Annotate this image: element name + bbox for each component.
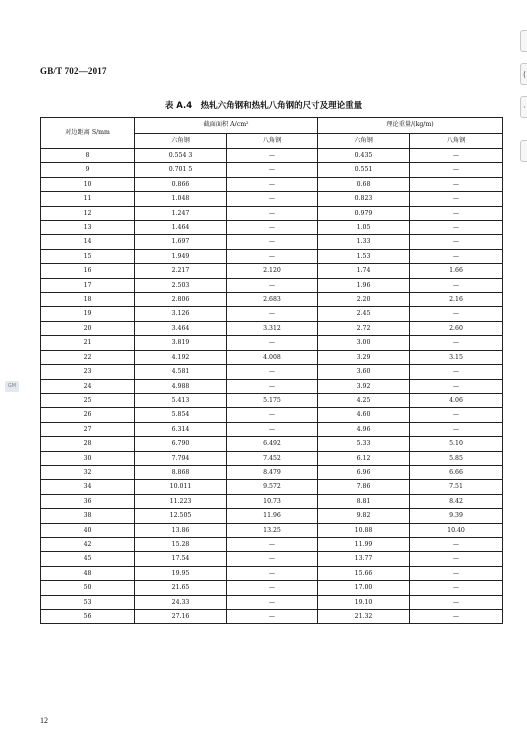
cell-area-hex: 5.854 xyxy=(135,408,227,422)
cell-weight-hex: 6.96 xyxy=(318,465,410,479)
cell-area-hex: 21.65 xyxy=(135,581,227,595)
cell-area-hex: 3.464 xyxy=(135,321,227,335)
cell-weight-oct: — xyxy=(410,235,503,249)
cell-weight-hex: 3.60 xyxy=(318,365,410,379)
cell-weight-hex: 10.88 xyxy=(318,523,410,537)
cell-distance: 11 xyxy=(41,192,135,206)
cell-weight-oct: 6.66 xyxy=(410,465,503,479)
cell-area-hex: 2.217 xyxy=(135,264,227,278)
cell-distance: 17 xyxy=(41,278,135,292)
cell-weight-hex: 8.81 xyxy=(318,494,410,508)
cell-distance: 8 xyxy=(41,149,135,163)
cell-weight-hex: 1.74 xyxy=(318,264,410,278)
table-row xyxy=(41,278,503,292)
cell-weight-oct: 2.60 xyxy=(410,321,503,335)
table-row xyxy=(41,149,503,163)
cell-distance: 48 xyxy=(41,566,135,580)
cell-distance: 25 xyxy=(41,393,135,407)
cell-weight-oct: 2.16 xyxy=(410,293,503,307)
cell-area-oct: 8.479 xyxy=(227,465,318,479)
cell-weight-hex: 3.00 xyxy=(318,336,410,350)
table-row xyxy=(41,221,503,235)
header-area-hex: 六角钢 xyxy=(135,133,227,149)
cell-weight-oct: 3.15 xyxy=(410,350,503,364)
cell-area-hex: 7.794 xyxy=(135,451,227,465)
cell-area-oct: 2.683 xyxy=(227,293,318,307)
cell-area-oct: — xyxy=(227,149,318,163)
cell-area-hex: 17.54 xyxy=(135,552,227,566)
cell-weight-oct: — xyxy=(410,163,503,177)
cell-area-hex: 0.554 3 xyxy=(135,149,227,163)
cell-weight-oct: — xyxy=(410,379,503,393)
cell-weight-oct: — xyxy=(410,595,503,609)
cell-area-hex: 4.988 xyxy=(135,379,227,393)
cell-weight-oct: 8.42 xyxy=(410,494,503,508)
cell-area-oct: — xyxy=(227,379,318,393)
cell-area-oct: — xyxy=(227,307,318,321)
cell-distance: 38 xyxy=(41,509,135,523)
cell-area-hex: 4.581 xyxy=(135,365,227,379)
cell-weight-oct: — xyxy=(410,581,503,595)
table-row xyxy=(41,264,503,278)
table-row xyxy=(41,566,503,580)
table-row xyxy=(41,552,503,566)
cell-distance: 42 xyxy=(41,537,135,551)
cell-area-oct: — xyxy=(227,278,318,292)
cell-weight-hex: 4.60 xyxy=(318,408,410,422)
edge-widget-4[interactable] xyxy=(520,140,527,162)
table-row xyxy=(41,293,503,307)
cell-distance: 40 xyxy=(41,523,135,537)
table-row xyxy=(41,595,503,609)
table-row xyxy=(41,494,503,508)
cell-weight-oct: — xyxy=(410,408,503,422)
cell-weight-hex: 1.33 xyxy=(318,235,410,249)
cell-area-oct: — xyxy=(227,408,318,422)
edge-widget-2[interactable]: ( xyxy=(520,63,527,85)
cell-area-oct: — xyxy=(227,610,318,624)
cell-weight-hex: 4.96 xyxy=(318,422,410,436)
cell-area-hex: 5.413 xyxy=(135,393,227,407)
cell-area-oct: — xyxy=(227,177,318,191)
cell-distance: 13 xyxy=(41,221,135,235)
cell-weight-oct: — xyxy=(410,365,503,379)
cell-distance: 30 xyxy=(41,451,135,465)
cell-area-oct: 5.175 xyxy=(227,393,318,407)
side-tab[interactable]: GM xyxy=(5,381,19,392)
table-row xyxy=(41,307,503,321)
cell-area-hex: 4.192 xyxy=(135,350,227,364)
cell-weight-hex: 9.82 xyxy=(318,509,410,523)
cell-distance: 9 xyxy=(41,163,135,177)
cell-weight-oct: — xyxy=(410,278,503,292)
cell-weight-hex: 6.12 xyxy=(318,451,410,465)
table-row xyxy=(41,192,503,206)
cell-weight-oct: — xyxy=(410,566,503,580)
cell-area-hex: 19.95 xyxy=(135,566,227,580)
cell-distance: 19 xyxy=(41,307,135,321)
cell-distance: 36 xyxy=(41,494,135,508)
cell-weight-oct: — xyxy=(410,206,503,220)
table-row xyxy=(41,393,503,407)
cell-area-hex: 0.866 xyxy=(135,177,227,191)
cell-area-hex: 3.819 xyxy=(135,336,227,350)
cell-area-oct: 6.492 xyxy=(227,437,318,451)
cell-distance: 26 xyxy=(41,408,135,422)
cell-weight-hex: 17.00 xyxy=(318,581,410,595)
cell-weight-hex: 1.53 xyxy=(318,249,410,263)
cell-distance: 14 xyxy=(41,235,135,249)
cell-weight-hex: 13.77 xyxy=(318,552,410,566)
cell-area-hex: 11.223 xyxy=(135,494,227,508)
cell-weight-oct: — xyxy=(410,422,503,436)
cell-area-oct: — xyxy=(227,595,318,609)
table-row xyxy=(41,422,503,436)
cell-weight-hex: 0.435 xyxy=(318,149,410,163)
cell-weight-hex: 15.66 xyxy=(318,566,410,580)
cell-distance: 21 xyxy=(41,336,135,350)
cell-area-oct: — xyxy=(227,221,318,235)
cell-area-oct: 4.008 xyxy=(227,350,318,364)
cell-weight-oct: — xyxy=(410,221,503,235)
cell-area-hex: 27.16 xyxy=(135,610,227,624)
cell-area-oct: — xyxy=(227,163,318,177)
table-row xyxy=(41,408,503,422)
cell-distance: 45 xyxy=(41,552,135,566)
cell-weight-oct: 9.39 xyxy=(410,509,503,523)
table-title: 表 A.4 热轧六角钢和热轧八角钢的尺寸及理论重量 xyxy=(164,101,363,111)
header-weight-hex: 六角钢 xyxy=(318,133,410,149)
cell-distance: 23 xyxy=(41,365,135,379)
cell-weight-hex: 5.33 xyxy=(318,437,410,451)
cell-weight-hex: 11.99 xyxy=(318,537,410,551)
table-row xyxy=(41,249,503,263)
cell-distance: 34 xyxy=(41,480,135,494)
cell-weight-hex: 21.32 xyxy=(318,610,410,624)
cell-weight-oct: — xyxy=(410,537,503,551)
cell-area-oct: 9.572 xyxy=(227,480,318,494)
cell-weight-oct: 7.51 xyxy=(410,480,503,494)
table-row xyxy=(41,350,503,364)
cell-area-hex: 0.701 5 xyxy=(135,163,227,177)
table-row xyxy=(41,365,503,379)
cell-weight-oct: 4.06 xyxy=(410,393,503,407)
table-row xyxy=(41,610,503,624)
cell-distance: 53 xyxy=(41,595,135,609)
table-row xyxy=(41,581,503,595)
cell-area-oct: — xyxy=(227,365,318,379)
table-row xyxy=(41,235,503,249)
table-row xyxy=(41,206,503,220)
cell-distance: 22 xyxy=(41,350,135,364)
table-body xyxy=(41,149,503,624)
cell-distance: 12 xyxy=(41,206,135,220)
cell-weight-oct: — xyxy=(410,336,503,350)
cell-weight-oct: — xyxy=(410,149,503,163)
cell-area-hex: 12.505 xyxy=(135,509,227,523)
header-weight-oct: 八角钢 xyxy=(410,133,503,149)
cell-area-oct: — xyxy=(227,422,318,436)
cell-weight-oct: 5.85 xyxy=(410,451,503,465)
dimension-weight-table xyxy=(40,117,503,624)
cell-weight-hex: 19.10 xyxy=(318,595,410,609)
cell-area-oct: — xyxy=(227,581,318,595)
table-row xyxy=(41,379,503,393)
table-row xyxy=(41,451,503,465)
cell-area-hex: 1.048 xyxy=(135,192,227,206)
cell-weight-oct: — xyxy=(410,192,503,206)
cell-weight-hex: 0.68 xyxy=(318,177,410,191)
cell-distance: 50 xyxy=(41,581,135,595)
cell-area-oct: 11.96 xyxy=(227,509,318,523)
cell-area-hex: 2.503 xyxy=(135,278,227,292)
cell-distance: 32 xyxy=(41,465,135,479)
cell-distance: 10 xyxy=(41,177,135,191)
cell-area-hex: 24.33 xyxy=(135,595,227,609)
table-row xyxy=(41,321,503,335)
cell-weight-hex: 0.979 xyxy=(318,206,410,220)
cell-area-hex: 1.247 xyxy=(135,206,227,220)
cell-weight-hex: 2.72 xyxy=(318,321,410,335)
header-weight: 理论重量/(kg/m) xyxy=(318,118,503,134)
header-area: 截面面积 A/cm² xyxy=(135,118,318,134)
table-row xyxy=(41,163,503,177)
cell-area-hex: 15.28 xyxy=(135,537,227,551)
cell-area-hex: 3.126 xyxy=(135,307,227,321)
edge-widget-1[interactable] xyxy=(520,30,527,52)
cell-weight-oct: 5.10 xyxy=(410,437,503,451)
cell-weight-oct: — xyxy=(410,610,503,624)
cell-area-oct: 3.312 xyxy=(227,321,318,335)
edge-widget-3[interactable]: · xyxy=(520,96,527,118)
cell-area-oct: — xyxy=(227,249,318,263)
cell-area-hex: 2.806 xyxy=(135,293,227,307)
cell-area-oct: 10.73 xyxy=(227,494,318,508)
cell-distance: 20 xyxy=(41,321,135,335)
page-number: 12 xyxy=(40,716,48,725)
cell-area-oct: — xyxy=(227,206,318,220)
cell-area-hex: 6.314 xyxy=(135,422,227,436)
cell-area-oct: — xyxy=(227,566,318,580)
cell-weight-hex: 1.05 xyxy=(318,221,410,235)
cell-distance: 28 xyxy=(41,437,135,451)
table-row xyxy=(41,509,503,523)
cell-weight-oct: 10.40 xyxy=(410,523,503,537)
cell-weight-hex: 2.20 xyxy=(318,293,410,307)
cell-area-oct: — xyxy=(227,552,318,566)
cell-weight-oct: — xyxy=(410,552,503,566)
table-row xyxy=(41,465,503,479)
header-distance: 对边距离 S/mm xyxy=(41,118,135,149)
cell-area-oct: 2.120 xyxy=(227,264,318,278)
cell-area-hex: 1.697 xyxy=(135,235,227,249)
table-row xyxy=(41,537,503,551)
cell-weight-hex: 0.823 xyxy=(318,192,410,206)
table-row xyxy=(41,336,503,350)
cell-area-hex: 1.949 xyxy=(135,249,227,263)
standard-code: GB/T 702—2017 xyxy=(40,66,107,76)
cell-weight-oct: 1.66 xyxy=(410,264,503,278)
cell-distance: 18 xyxy=(41,293,135,307)
cell-area-hex: 13.86 xyxy=(135,523,227,537)
cell-area-oct: 7.452 xyxy=(227,451,318,465)
cell-area-oct: 13.25 xyxy=(227,523,318,537)
cell-distance: 24 xyxy=(41,379,135,393)
table-row xyxy=(41,437,503,451)
cell-area-oct: — xyxy=(227,235,318,249)
cell-weight-hex: 7.86 xyxy=(318,480,410,494)
table-row xyxy=(41,523,503,537)
cell-weight-hex: 0.551 xyxy=(318,163,410,177)
cell-distance: 27 xyxy=(41,422,135,436)
cell-weight-hex: 2.45 xyxy=(318,307,410,321)
cell-weight-hex: 3.29 xyxy=(318,350,410,364)
cell-distance: 16 xyxy=(41,264,135,278)
cell-area-oct: — xyxy=(227,192,318,206)
cell-weight-oct: — xyxy=(410,249,503,263)
cell-weight-hex: 4.25 xyxy=(318,393,410,407)
cell-area-hex: 1.464 xyxy=(135,221,227,235)
header-area-oct: 八角钢 xyxy=(227,133,318,149)
cell-area-hex: 8.868 xyxy=(135,465,227,479)
cell-area-oct: — xyxy=(227,336,318,350)
cell-distance: 56 xyxy=(41,610,135,624)
cell-distance: 15 xyxy=(41,249,135,263)
cell-weight-hex: 3.92 xyxy=(318,379,410,393)
cell-area-hex: 6.790 xyxy=(135,437,227,451)
cell-weight-oct: — xyxy=(410,307,503,321)
table-row xyxy=(41,480,503,494)
table-row xyxy=(41,177,503,191)
cell-weight-hex: 1.96 xyxy=(318,278,410,292)
cell-area-oct: — xyxy=(227,537,318,551)
cell-area-hex: 10.011 xyxy=(135,480,227,494)
cell-weight-oct: — xyxy=(410,177,503,191)
